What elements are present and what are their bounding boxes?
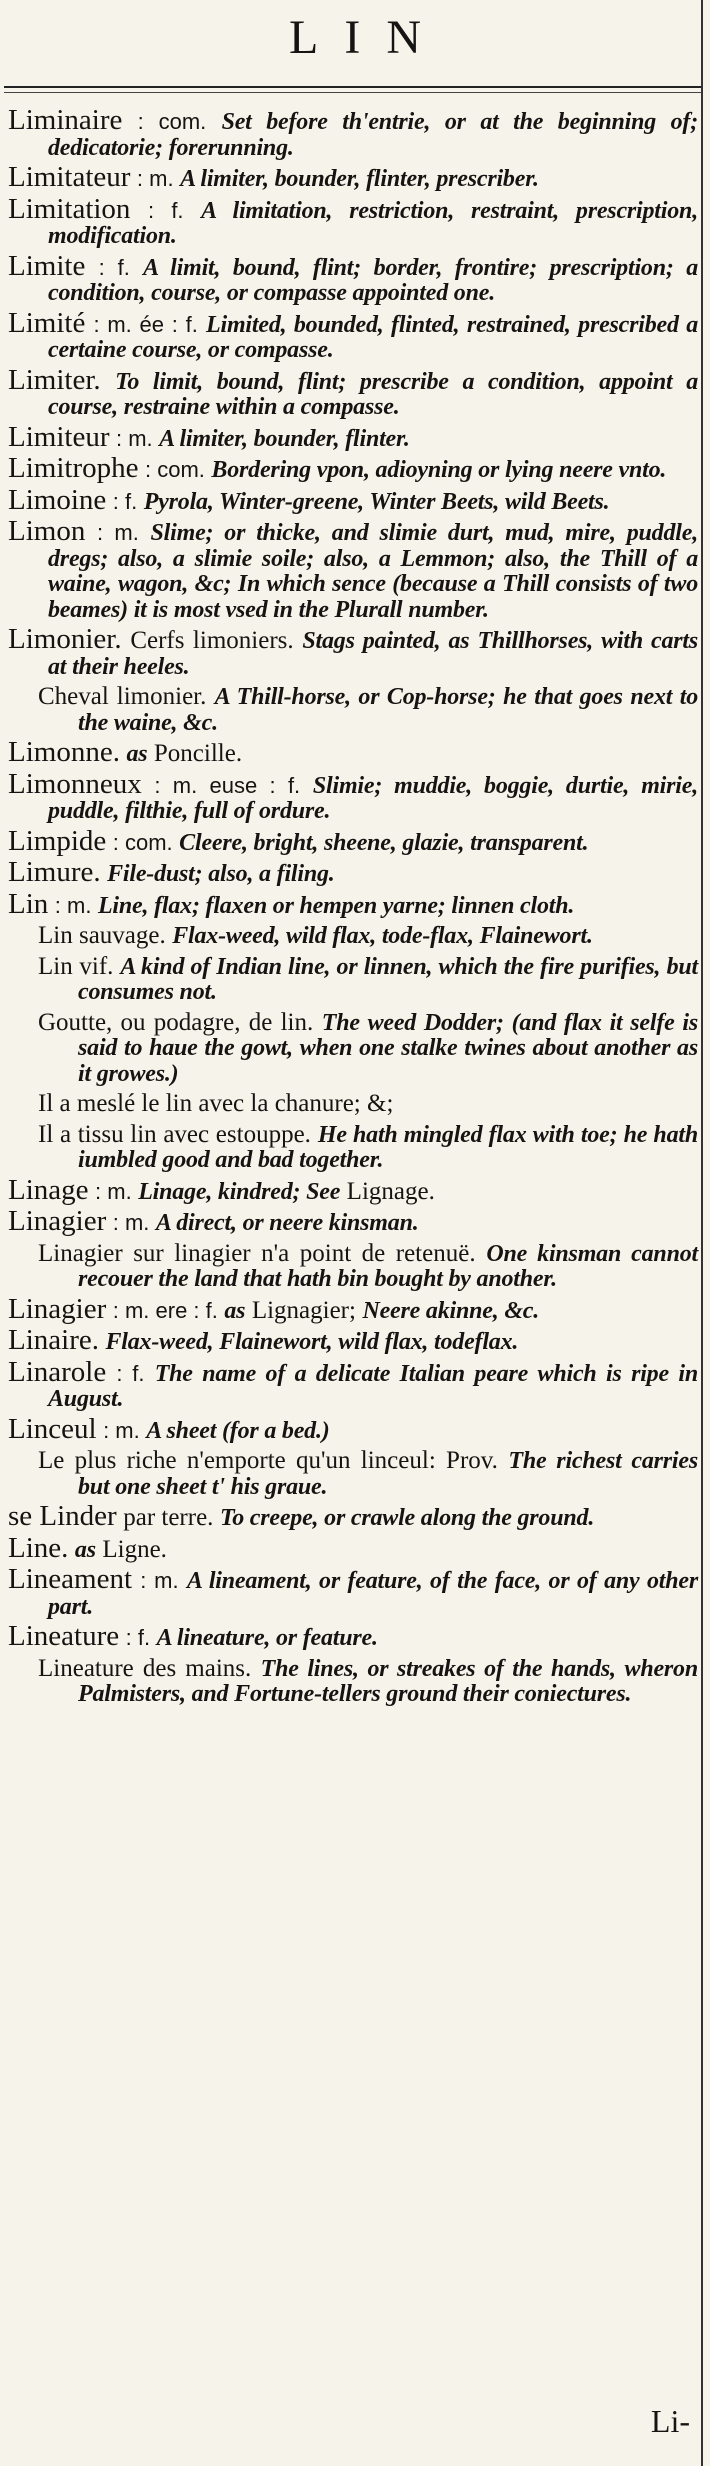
entry-grammar: : f. xyxy=(148,197,184,223)
dictionary-entry xyxy=(8,1324,698,1356)
entry-headword: Limitrophe xyxy=(8,452,139,484)
entry-phrase: Il a tissu lin avec estouppe. xyxy=(38,1120,311,1148)
entry-definition: Stags painted, as Thillhorses, with carts at their heeles. xyxy=(48,628,699,680)
entry-grammar: : m. xyxy=(97,520,139,545)
page-header: LIN xyxy=(289,11,447,64)
entry-definition: Flax-weed, wild flax, tode-flax, Flainewort. xyxy=(172,923,593,949)
page-edge-line xyxy=(701,0,703,2466)
sub-entry xyxy=(8,1241,698,1292)
dictionary-entry xyxy=(8,1292,698,1325)
entry-phrase: par terre. xyxy=(123,1504,214,1531)
entry-headword: Limpide xyxy=(8,824,107,857)
dictionary-entry xyxy=(8,736,698,768)
entry-definition: File-dust; also, a filing. xyxy=(107,861,335,887)
entry-phrase: Goutte, ou podagre, de lin. xyxy=(38,1008,314,1036)
dictionary-entry xyxy=(8,161,698,193)
dictionary-entry xyxy=(8,363,698,420)
dictionary-entry xyxy=(8,515,698,623)
entry-definition: as xyxy=(224,1297,246,1324)
entry-definition: Limited, bounded, flinted, restrained, prescribed a certaine course, or compasse. xyxy=(48,311,699,363)
sub-entry xyxy=(8,1448,698,1499)
entry-grammar: : f. xyxy=(116,1360,145,1386)
entry-grammar: : m. xyxy=(103,1417,140,1443)
sub-entry xyxy=(8,923,698,949)
sub-entry xyxy=(8,954,698,1005)
entry-crossref: Lignagier; xyxy=(251,1296,356,1324)
entry-definition: A lineament, or feature, of the face, or of any other part. xyxy=(48,1568,699,1620)
dictionary-entry xyxy=(8,1205,698,1237)
entry-list xyxy=(8,104,699,1712)
entry-definition: Cleere, bright, sheene, glazie, transparent. xyxy=(179,829,589,856)
entry-grammar: : m. ée : f. xyxy=(93,311,198,337)
header-rule xyxy=(4,86,702,88)
entry-phrase: Lineature des mains. xyxy=(38,1654,252,1682)
entry-headword: Line. xyxy=(8,1531,69,1564)
entry-headword: Linaire. xyxy=(8,1324,99,1356)
entry-definition: A limit, bound, flint; border, frontire; prescription; a condition, course, or compasse appointed one. xyxy=(48,254,699,306)
entry-headword: Linceul xyxy=(8,1412,97,1445)
entry-definition: A direct, or neere kinsman. xyxy=(155,1210,419,1236)
entry-definition: A limiter, bounder, flinter. xyxy=(159,425,410,452)
entry-headword: Lin xyxy=(8,887,49,920)
entry-definition: A kind of Indian line, or linnen, which the fire purifies, but consumes not. xyxy=(78,953,698,1005)
entry-headword: Linagier xyxy=(8,1292,107,1325)
entry-definition: A lineature, or feature. xyxy=(156,1625,378,1651)
catchword: Li- xyxy=(650,2403,690,2439)
entry-definition: Pyrola, Winter-greene, Winter Beets, wild Beets. xyxy=(143,488,610,515)
entry-headword: Limiter. xyxy=(8,363,101,396)
entry-headword: Limonneux xyxy=(8,767,142,800)
dictionary-entry xyxy=(8,1355,699,1412)
entry-headword: Limitateur xyxy=(8,161,131,193)
dictionary-entry xyxy=(8,192,698,249)
dictionary-entry xyxy=(8,1531,698,1564)
entry-definition: Set before th'entrie, or at the beginning of; dedicatorie; forerunning. xyxy=(48,109,699,161)
entry-phrase: Cerfs limoniers. xyxy=(130,627,294,654)
dictionary-entry xyxy=(8,306,699,363)
dictionary-entry xyxy=(8,887,698,920)
entry-grammar: : m. xyxy=(136,166,174,191)
entry-crossref: Ligne. xyxy=(102,1535,167,1563)
entry-headword: Linage xyxy=(8,1173,89,1206)
entry-grammar: : m. xyxy=(115,425,153,451)
entry-phrase: Lin vif. xyxy=(38,952,114,980)
entry-grammar: : f. xyxy=(125,1625,151,1650)
entry-grammar: : com. xyxy=(137,109,207,134)
entry-headword: se Linder xyxy=(8,1500,117,1532)
dictionary-entry xyxy=(8,1500,698,1532)
dictionary-entry xyxy=(8,767,698,824)
dictionary-entry xyxy=(8,1412,698,1445)
entry-crossref: Poncille. xyxy=(153,740,243,767)
dictionary-entry xyxy=(8,1563,699,1620)
entry-definition: One kinsman cannot recouer the land that hath bin bought by another. xyxy=(78,1240,698,1292)
entry-headword: Limonne. xyxy=(8,736,120,768)
entry-definition-extra: Neere akinne, &c. xyxy=(362,1297,540,1324)
entry-grammar: : m. euse : f. xyxy=(154,772,301,798)
dictionary-entry xyxy=(8,452,698,484)
entry-phrase: Le plus riche n'emporte qu'un linceul: Prov. xyxy=(38,1447,498,1474)
entry-definition: Line, flax; flaxen or hempen yarne; linnen cloth. xyxy=(97,892,575,919)
dictionary-entry xyxy=(8,483,698,516)
entry-phrase: Cheval limonier. xyxy=(38,683,207,710)
dictionary-entry xyxy=(8,104,699,161)
entry-definition: A sheet (for a bed.) xyxy=(146,1417,330,1444)
entry-grammar: : com. xyxy=(112,829,173,855)
entry-grammar: : f. xyxy=(98,254,130,280)
entry-headword: Limure. xyxy=(8,856,101,888)
entry-crossref: Lignage. xyxy=(346,1177,435,1205)
sub-entry xyxy=(8,1656,698,1707)
entry-definition: Bordering vpon, adioyning or lying neere vnto. xyxy=(211,457,667,483)
entry-definition: The weed Dodder; (and flax it selfe is said to haue the gowt, when one stalke twines about another as it growes.) xyxy=(78,1009,698,1087)
entry-definition: A limitation, restriction, restraint, prescription, modification. xyxy=(48,197,698,249)
dictionary-entry xyxy=(8,824,698,857)
entry-headword: Limite xyxy=(8,249,86,282)
entry-headword: Limoine xyxy=(8,483,107,516)
entry-phrase: Linagier sur linagier n'a point de retenuë. xyxy=(38,1239,476,1267)
entry-headword: Limitation xyxy=(8,192,131,225)
entry-grammar: : m. xyxy=(54,892,92,918)
entry-definition: A Thill-horse, or Cop-horse; he that goes next to the waine, &c. xyxy=(78,684,699,736)
entry-phrase: Il a meslé le lin avec la chanure; &; xyxy=(38,1090,394,1117)
entry-definition: Slime; or thicke, and slimie durt, mud, mire, puddle, dregs; also, a slimie soile; also, a Lemmon; also, the Thill of a waine, wagon, &c; In which sence (because a Thill consists of two beames) it is most vsed in the Plurall number. xyxy=(48,520,698,623)
entry-grammar: : m. xyxy=(112,1210,150,1235)
entry-headword: Limon xyxy=(8,515,86,547)
entry-definition: The name of a delicate Italian peare which is ripe in August. xyxy=(48,1360,699,1412)
entry-headword: Linagier xyxy=(8,1205,107,1237)
entry-headword: Limiteur xyxy=(8,420,110,453)
dictionary-entry xyxy=(8,623,699,680)
entry-headword: Linarole xyxy=(8,1355,107,1388)
entry-phrase: Lin sauvage. xyxy=(38,922,166,949)
entry-definition: Flax-weed, Flainewort, wild flax, todeflax. xyxy=(105,1329,519,1355)
entry-headword: Limonier. xyxy=(8,623,122,655)
entry-definition: Linage, kindred; See xyxy=(138,1178,341,1205)
entry-grammar: : m. ere : f. xyxy=(112,1297,218,1323)
entry-grammar: : f. xyxy=(112,488,138,514)
entry-headword: Limité xyxy=(8,306,86,339)
dictionary-entry xyxy=(8,856,698,888)
dictionary-entry xyxy=(8,249,699,306)
sub-entry xyxy=(8,1122,698,1173)
entry-definition: A limiter, bounder, flinter, prescriber. xyxy=(180,166,539,192)
entry-definition: The lines, or streakes of the hands, wheron Palmisters, and Fortune-tellers ground their coniectures. xyxy=(78,1655,699,1707)
dictionary-entry xyxy=(8,1620,698,1652)
entry-grammar: : m. xyxy=(95,1178,132,1204)
entry-headword: Liminaire xyxy=(8,104,123,136)
entry-headword: Lineament xyxy=(8,1563,133,1595)
entry-headword: Lineature xyxy=(8,1620,120,1652)
entry-definition: as xyxy=(126,741,148,767)
entry-definition: To limit, bound, flint; prescribe a condition, appoint a course, restraine within a compasse. xyxy=(48,368,698,420)
entry-definition: To creepe, or crawle along the ground. xyxy=(219,1505,595,1531)
entry-definition: Slimie; muddie, boggie, durtie, mirie, puddle, filthie, full of ordure. xyxy=(48,772,698,824)
entry-definition: as xyxy=(74,1536,96,1563)
entry-grammar: : m. xyxy=(140,1568,179,1593)
sub-entry xyxy=(8,684,698,735)
dictionary-entry xyxy=(8,420,698,453)
entry-definition: He hath mingled flax with toe; he hath iumbled good and bad together. xyxy=(78,1121,698,1173)
header-rule-secondary xyxy=(4,92,702,93)
entry-grammar: : com. xyxy=(144,457,205,482)
dictionary-entry xyxy=(8,1173,698,1206)
sub-entry xyxy=(8,1091,698,1117)
sub-entry xyxy=(8,1010,698,1087)
entry-definition: The richest carries but one sheet t' his graue. xyxy=(78,1448,698,1500)
